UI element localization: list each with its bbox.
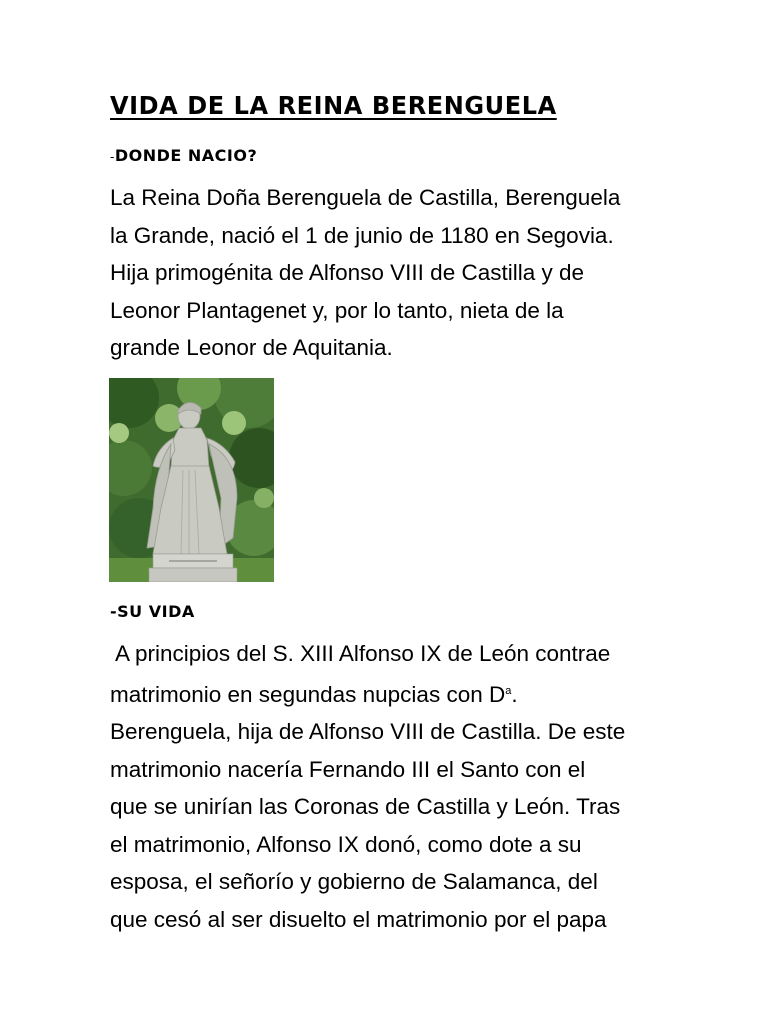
text-line-with-ordinal [110, 673, 670, 714]
paragraph-life [110, 635, 670, 938]
text-line: la Grande, nació el 1 de junio de 1180 en Segovia. [110, 222, 614, 248]
text-line: esposa, el señorío y gobierno de Salamanca, del [110, 869, 598, 894]
text-line: que cesó al ser disuelto el matrimonio por el papa [110, 906, 607, 932]
heading-text: DONDE NACIO? [114, 146, 258, 165]
text-line: Hija primogénita de Alfonso VIII de Castilla y de [110, 260, 585, 285]
text-line: Leonor Plantagenet y, por lo tanto, nieta de la [110, 297, 564, 323]
text-line: Berenguela, hija de Alfonso VIII de Castilla. De este [110, 719, 626, 744]
statue-photo [109, 378, 274, 582]
text-fragment: matrimonio en segundas nupcias con D [110, 681, 506, 707]
section-heading-su-vida: -SU VIDA [110, 602, 195, 621]
heading-dash: - [110, 150, 115, 164]
text-line: La Reina Doña Berenguela de Castilla, Berenguela [110, 185, 621, 210]
text-line: matrimonio nacería Fernando III el Santo con el [110, 756, 586, 782]
text-line: el matrimonio, Alfonso IX donó, como dote a su [110, 831, 582, 857]
text-fragment: . [511, 681, 518, 707]
text-line: que se unirían las Coronas de Castilla y León. Tras [110, 794, 621, 819]
ordinal-superscript: a [505, 684, 512, 697]
paragraph-birth [110, 179, 670, 367]
text-line: grande Leonor de Aquitania. [110, 335, 393, 360]
text-line: A principios del S. XIII Alfonso IX de León contrae [110, 641, 611, 666]
section-heading-donde-nacio [110, 146, 257, 165]
page-title: VIDA DE LA REINA BERENGUELA [110, 91, 557, 120]
